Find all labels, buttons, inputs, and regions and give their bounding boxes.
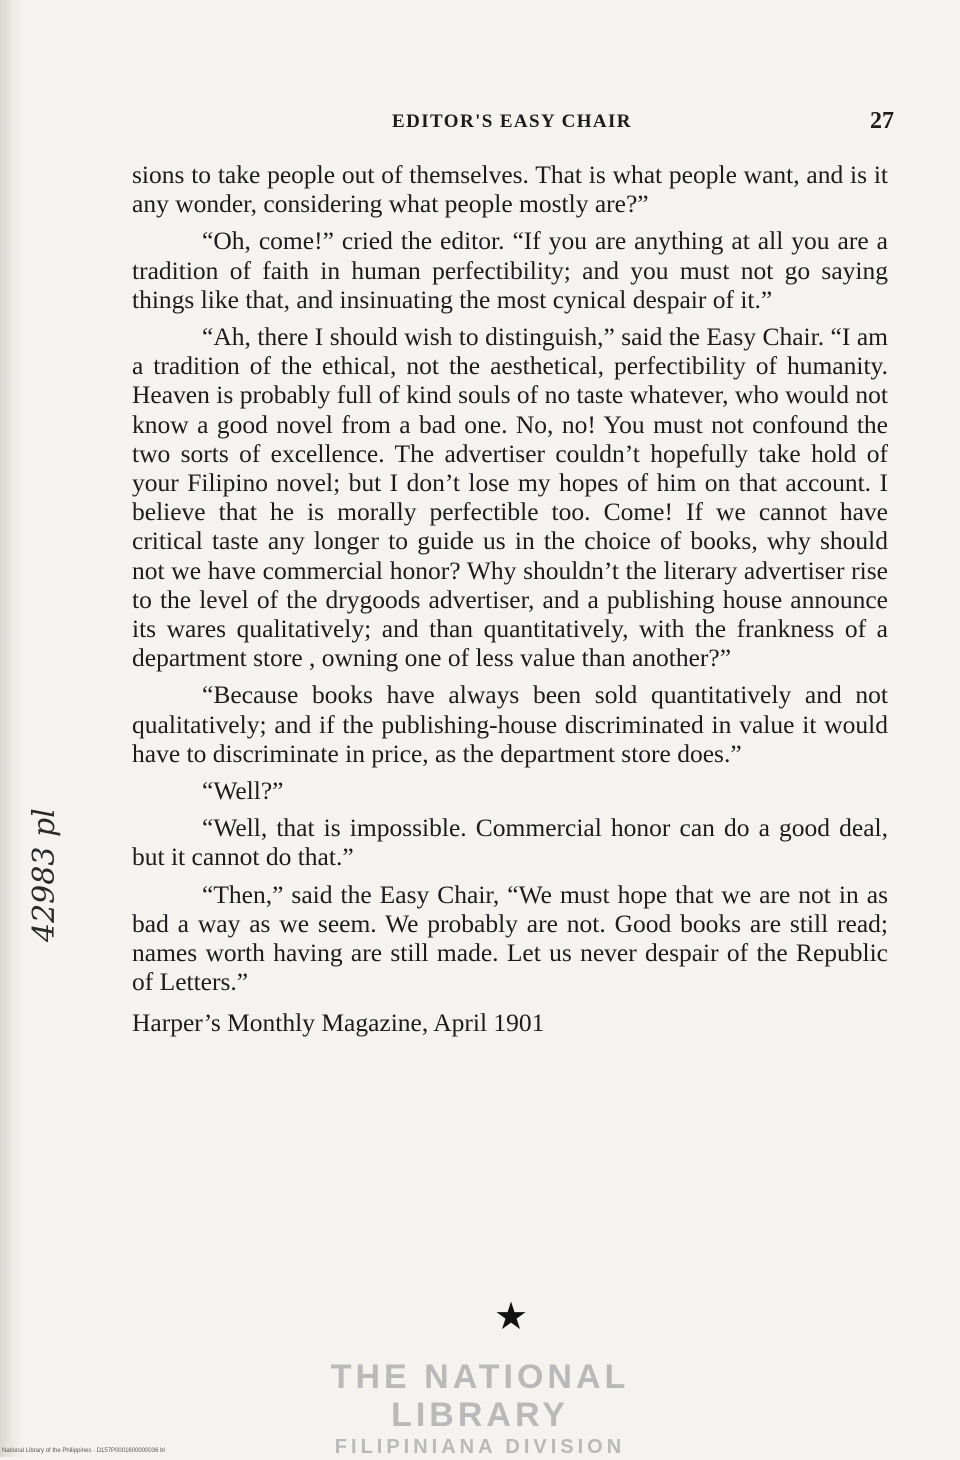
- body-text: [132, 160, 888, 1046]
- library-stamp: [270, 1358, 690, 1460]
- paragraph: “Ah, there I should wish to distinguish,” said the Easy Chair. “I am a tradition of the ethical, not the aesthetical, perfectibility of humanity. Heaven is probably full of kind souls of no taste whatever, who would not know a good novel from a bad one. No, no! You must not confound the two sorts of excellence. The advertiser couldn’t hopefully take hold of your Filipino novel; but I don’t lose my hopes of him on that account. I believe that he is morally perfectible too. Come! If we cannot have critical taste any longer to guide us in the choice of books, why should not we have commercial honor? Why shouldn’t the literary advertiser rise to the level of the drygoods advertiser, and a publishing house announce its wares qualitatively; and than quantitatively, with the frankness of a department store , owning one of less value than another?”: [132, 322, 888, 673]
- star-icon: ★: [493, 1294, 529, 1338]
- paragraph: “Oh, come!” cried the editor. “If you are anything at all you are a tradition of faith in human perfectibility; and you must not go saying things like that, and insinuating the most cynical despair of it.”: [132, 226, 888, 314]
- paragraph: sions to take people out of themselves. That is what people want, and is it any wonder, considering what people mostly are?”: [132, 160, 888, 219]
- paragraph: “Then,” said the Easy Chair, “We must hope that we are not in as bad a way as we seem. We probably are not. Good books are still read; names worth having are still made. Let us never despair of the Republic of Letters.”: [132, 879, 888, 997]
- paragraph: “Because books have always been sold quantitatively and not qualitatively; and if the publishing-house discriminated in value it would have to discriminate in price, as the department store does.”: [132, 680, 888, 768]
- stamp-line-library: THE NATIONAL LIBRARY: [330, 1358, 630, 1434]
- running-header: [130, 108, 894, 138]
- stamp-line-division: FILIPINIANA DIVISION: [334, 1436, 626, 1458]
- handwritten-note-text: 42983 pl: [27, 808, 62, 942]
- page-binding-edge: [0, 0, 22, 1457]
- page-number: 27: [870, 108, 894, 134]
- handwritten-accession-note: [10, 800, 130, 960]
- source-citation: Harper’s Monthly Magazine, April 1901: [132, 1008, 545, 1038]
- scan-footer: National Library of the Philippines · D157P0001600000036 bl: [2, 1448, 165, 1454]
- paragraph: “Well?”: [202, 776, 284, 806]
- running-title: EDITOR'S EASY CHAIR: [392, 111, 632, 132]
- paragraph: “Well, that is impossible. Commercial honor can do a good deal, but it cannot do that.”: [132, 813, 888, 872]
